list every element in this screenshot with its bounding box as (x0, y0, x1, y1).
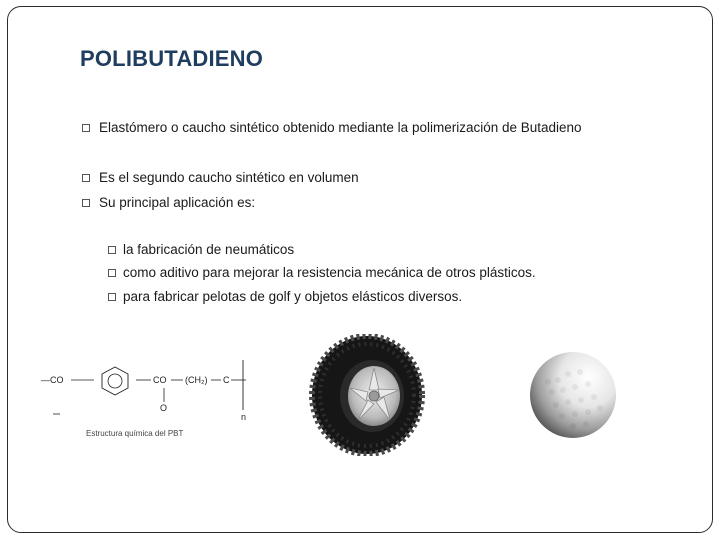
formula-group-ch2: (CH₂) (185, 375, 208, 385)
bullet-item (82, 170, 359, 185)
bullet-box-icon (82, 199, 90, 207)
formula-group-co-right: CO (153, 375, 167, 385)
sub-bullet-item (108, 289, 462, 304)
bullet-box-icon (82, 174, 90, 182)
bullet-box-icon (108, 246, 116, 254)
formula-repeat-n: n (241, 412, 247, 422)
sub-bullet-text: para fabricar pelotas de golf y objetos elásticos diversos. (123, 289, 463, 304)
pbt-structure-image (38, 352, 268, 447)
formula-oxygen: O (160, 403, 168, 413)
bullet-box-icon (82, 124, 90, 132)
bullet-item (82, 120, 582, 135)
formula-caption: Estructura química del PBT (86, 429, 184, 438)
formula-group-co-left: —CO (41, 375, 64, 385)
bullet-box-icon (108, 269, 116, 277)
slide-title: POLIBUTADIENO (80, 46, 264, 71)
sub-bullet-item (108, 242, 294, 257)
sub-bullet-text: la fabricación de neumáticos (123, 242, 295, 257)
bullet-text: Es el segundo caucho sintético en volumen (99, 170, 359, 185)
bullet-box-icon (108, 293, 116, 301)
bullet-text: Su principal aplicación es: (99, 195, 256, 210)
sub-bullet-item (108, 265, 536, 280)
golf-ball-image (528, 350, 618, 440)
formula-group-c: C (223, 375, 230, 385)
sub-bullet-text: como aditivo para mejorar la resistencia mecánica de otros plásticos. (123, 265, 536, 280)
bullet-item (82, 195, 255, 210)
tire-image (306, 334, 428, 456)
bullet-text: Elastómero o caucho sintético obtenido mediante la polimerización de Butadieno (99, 120, 582, 135)
benzene-ring-icon (102, 367, 128, 395)
